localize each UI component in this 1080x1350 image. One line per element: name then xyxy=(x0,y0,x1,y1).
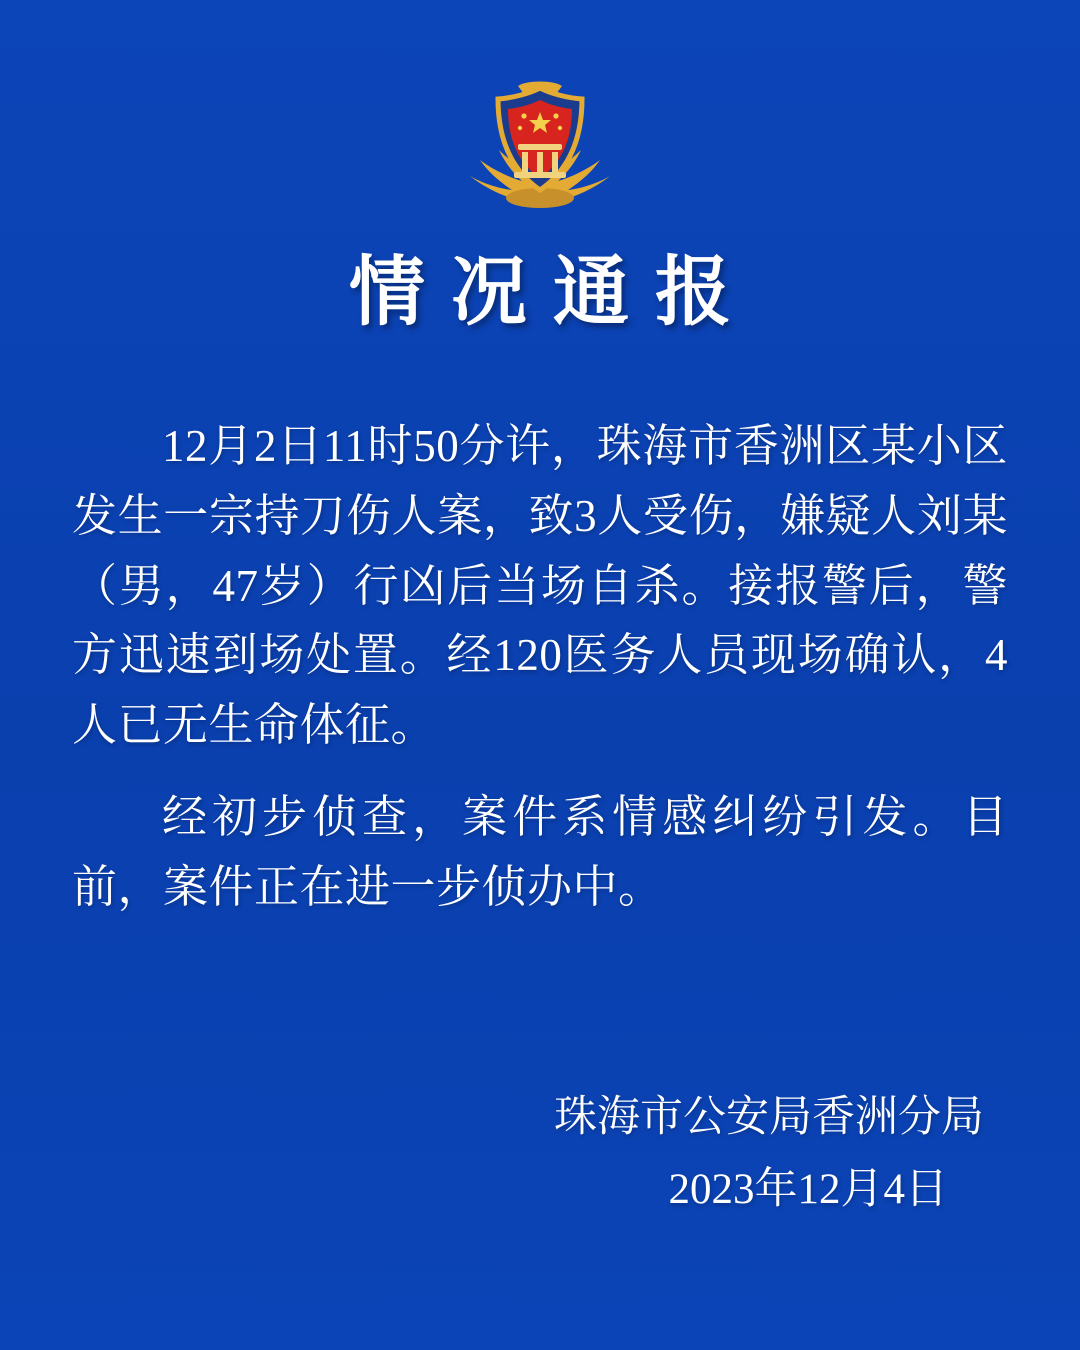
body-paragraph: 12月2日11时50分许，珠海市香洲区某小区发生一宗持刀伤人案，致3人受伤，嫌疑人刘某（男，47岁）行凶后当场自杀。接报警后，警方迅速到场处置。经120医务人员现场确认，4人已无生命体征。 xyxy=(72,421,1008,750)
notice-body xyxy=(72,412,1008,932)
police-badge-emblem-icon xyxy=(456,72,624,220)
body-paragraph: 经初步侦查，案件系情感纠纷引发。目前，案件正在进一步侦办中。 xyxy=(72,791,1008,912)
signature-organization: 珠海市公安局香洲分局 xyxy=(554,1094,984,1141)
emblem-container xyxy=(0,72,1080,220)
page-title: 情况通报 xyxy=(349,251,757,335)
signature-date: 2023年12月4日 xyxy=(668,1166,948,1213)
